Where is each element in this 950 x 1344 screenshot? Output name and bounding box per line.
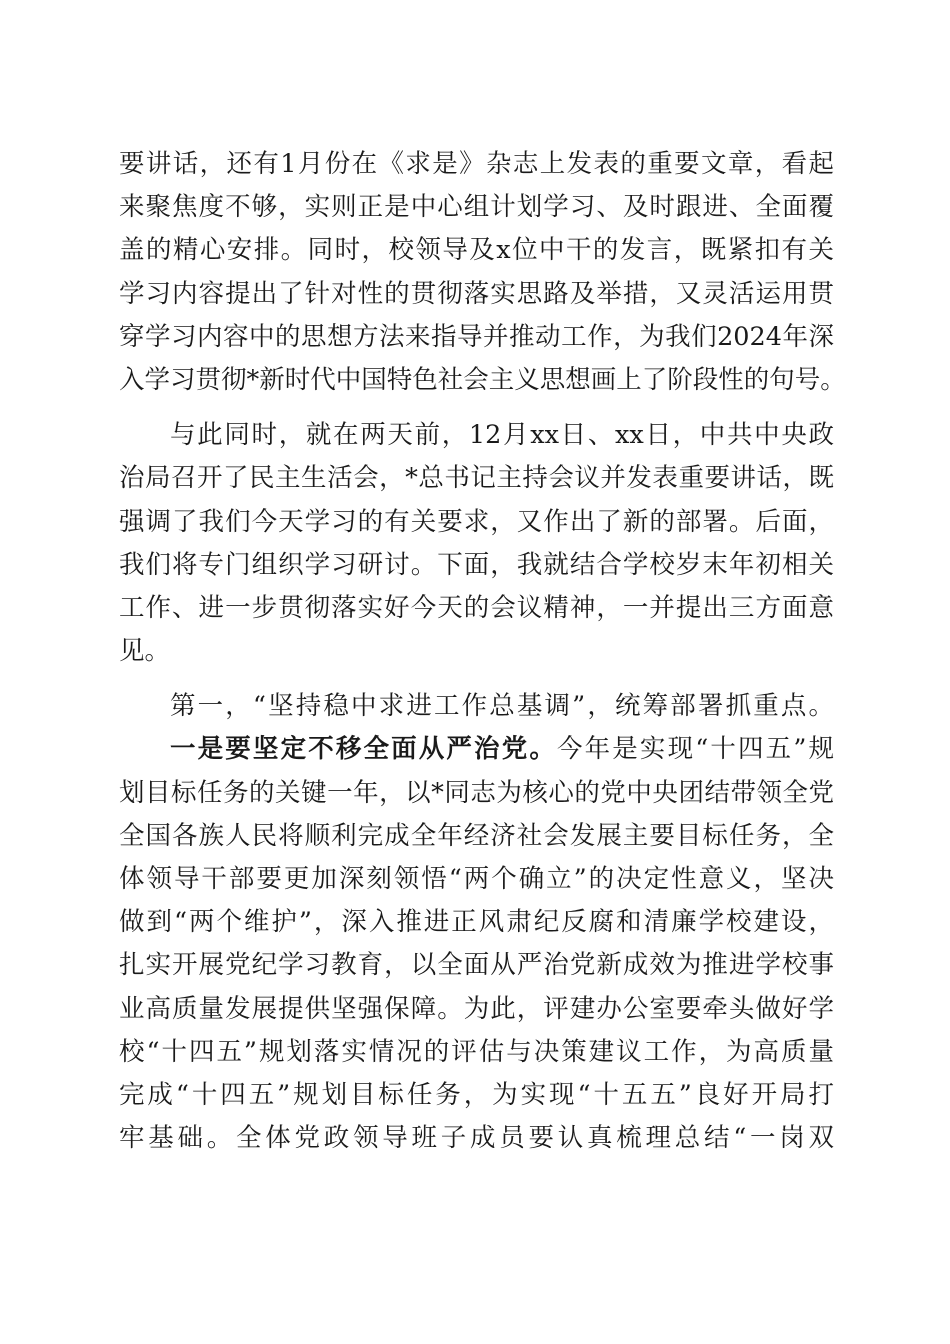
paragraph-spacing [119, 673, 834, 685]
paragraph-lead-bold: 一是要坚定不移全面从严治党。 [170, 734, 557, 765]
text-line: 校“十四五”规划落实情况的评估与决策建议工作，为高质量 [119, 1036, 834, 1067]
text-line: 学习内容提出了针对性的贯彻落实思路及举措，又灵活运用贯 [119, 278, 834, 309]
text-line: 强调了我们今天学习的有关要求，又作出了新的部署。后面， [119, 506, 834, 537]
text-line: 划目标任务的关键一年，以*同志为核心的党中央团结带领全党 [119, 777, 834, 808]
text-line: 盖的精心安排。同时，校领导及x位中干的发言，既紧扣有关 [119, 235, 834, 266]
text-line: 来聚焦度不够，实则正是中心组计划学习、及时跟进、全面覆 [119, 192, 834, 223]
paragraph-3 [119, 728, 834, 1160]
document-body [119, 143, 846, 1160]
text-line: 扎实开展党纪学习教育，以全面从严治党新成效为推进学校事 [119, 950, 834, 981]
text-line: 治局召开了民主生活会，*总书记主持会议并发表重要讲话，既 [119, 463, 834, 494]
paragraph-lead-rest: 今年是实现“十四五”规 [557, 734, 834, 765]
text-line: 牢基础。全体党政领导班子成员要认真梳理总结“一岗双 [119, 1123, 834, 1154]
text-line: 要讲话，还有1月份在《求是》杂志上发表的重要文章，看起 [119, 149, 834, 179]
section-heading-text: 第一，“坚持稳中求进工作总基调”，统筹部署抓重点。 [170, 691, 834, 722]
text-line: 工作、进一步贯彻落实好今天的会议精神，一并提出三方面意 [119, 592, 834, 623]
text-line: 入学习贯彻*新时代中国特色社会主义思想画上了阶段性的句号。 [119, 364, 846, 395]
section-heading [119, 685, 834, 728]
paragraph-spacing [119, 402, 834, 414]
text-line: 完成“十四五”规划目标任务，为实现“十五五”良好开局打 [119, 1079, 834, 1110]
text-line: 业高质量发展提供坚强保障。为此，评建办公室要牵头做好学 [119, 993, 834, 1024]
paragraph-1 [119, 143, 846, 402]
text-line [119, 728, 834, 771]
paragraph-2 [119, 414, 834, 673]
text-line: 体领导干部要更加深刻领悟“两个确立”的决定性意义，坚决 [119, 864, 834, 894]
text-line: 见。 [119, 636, 171, 667]
text-line: 全国各族人民将顺利完成全年经济社会发展主要目标任务，全 [119, 820, 834, 851]
text-line: 做到“两个维护”，深入推进正风肃纪反腐和清廉学校建设， [119, 907, 834, 938]
text-line: 我们将专门组织学习研讨。下面，我就结合学校岁末年初相关 [119, 549, 834, 580]
text-line: 穿学习内容中的思想方法来指导并推动工作，为我们2024年深 [119, 321, 834, 352]
text-line: 与此同时，就在两天前，12月xx日、xx日，中共中央政 [170, 420, 834, 451]
